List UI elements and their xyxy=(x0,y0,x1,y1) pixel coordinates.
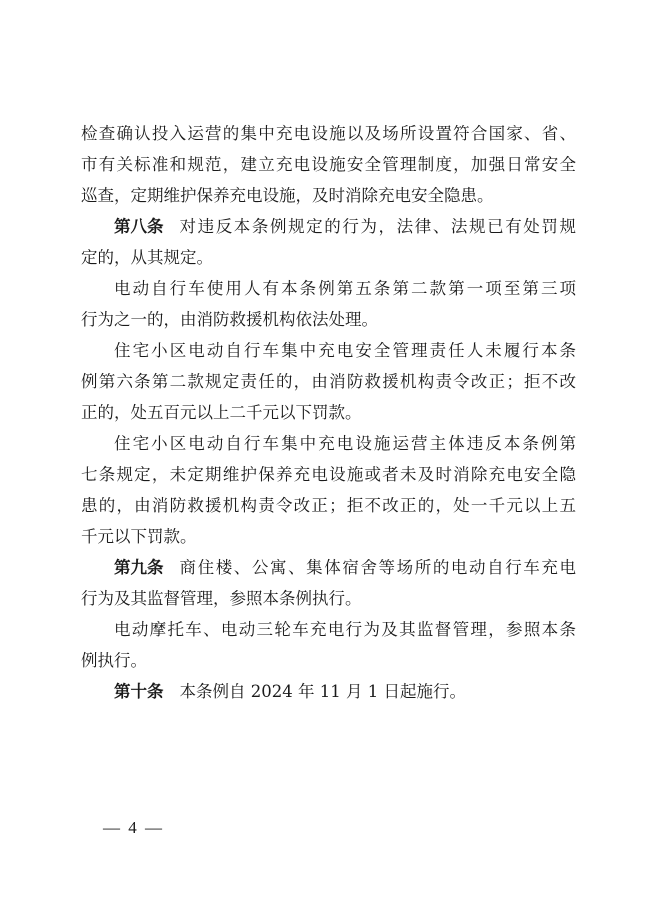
text-line xyxy=(81,614,576,645)
line-text: 商住楼、公寓、集体宿舍等场所的电动自行车充电 xyxy=(179,558,576,577)
line-text: 本条例自 2024 年 11 月 1 日起施行。 xyxy=(179,682,466,701)
text-line xyxy=(81,676,576,707)
line-text: 电动摩托车、电动三轮车充电行为及其监督管理，参照本条 xyxy=(114,620,576,639)
text-line xyxy=(81,242,576,273)
text-line xyxy=(81,335,576,366)
text-line xyxy=(81,118,576,149)
text-line xyxy=(81,211,576,242)
document-body xyxy=(81,118,576,707)
article-paragraph xyxy=(81,211,576,273)
body-paragraph xyxy=(81,428,576,552)
line-text: 住宅小区电动自行车集中充电设施运营主体违反本条例第 xyxy=(114,434,576,453)
text-line xyxy=(81,304,576,335)
line-text: 市有关标准和规范，建立充电设施安全管理制度，加强日常安全 xyxy=(81,155,576,174)
line-text: 例第六条第二款规定责任的，由消防救援机构责令改正；拒不改 xyxy=(81,372,576,391)
text-line xyxy=(81,459,576,490)
line-text: 例执行。 xyxy=(81,651,147,670)
text-line xyxy=(81,180,576,211)
text-line xyxy=(81,428,576,459)
text-line xyxy=(81,521,576,552)
text-line xyxy=(81,273,576,304)
text-line xyxy=(81,583,576,614)
body-paragraph xyxy=(81,118,576,211)
article-paragraph xyxy=(81,552,576,614)
text-line xyxy=(81,149,576,180)
article-paragraph xyxy=(81,676,576,707)
line-text: 七条规定，未定期维护保养充电设施或者未及时消除充电安全隐 xyxy=(81,465,576,484)
text-line xyxy=(81,366,576,397)
text-line xyxy=(81,552,576,583)
text-line xyxy=(81,397,576,428)
article-heading: 第八条 xyxy=(114,217,164,236)
text-line xyxy=(81,490,576,521)
line-text: 住宅小区电动自行车集中充电安全管理责任人未履行本条 xyxy=(114,341,576,360)
line-text: 检查确认投入运营的集中充电设施以及场所设置符合国家、省、 xyxy=(81,124,576,143)
line-text: 定的，从其规定。 xyxy=(81,248,213,267)
line-text: 患的，由消防救援机构责令改正；拒不改正的，处一千元以上五 xyxy=(81,496,576,515)
body-paragraph xyxy=(81,335,576,428)
line-text: 行为及其监督管理，参照本条例执行。 xyxy=(81,589,362,608)
page-number: — 4 — xyxy=(103,818,164,837)
line-text: 行为之一的，由消防救援机构依法处理。 xyxy=(81,310,378,329)
line-text: 千元以下罚款。 xyxy=(81,527,197,546)
line-text: 对违反本条例规定的行为，法律、法规已有处罚规 xyxy=(179,217,576,236)
line-text: 电动自行车使用人有本条例第五条第二款第一项至第三项 xyxy=(114,279,576,298)
text-line xyxy=(81,645,576,676)
body-paragraph xyxy=(81,614,576,676)
body-paragraph xyxy=(81,273,576,335)
line-text: 正的，处五百元以上二千元以下罚款。 xyxy=(81,403,362,422)
line-text: 巡查，定期维护保养充电设施，及时消除充电安全隐患。 xyxy=(81,186,494,205)
article-heading: 第十条 xyxy=(114,682,164,701)
article-heading: 第九条 xyxy=(114,558,164,577)
